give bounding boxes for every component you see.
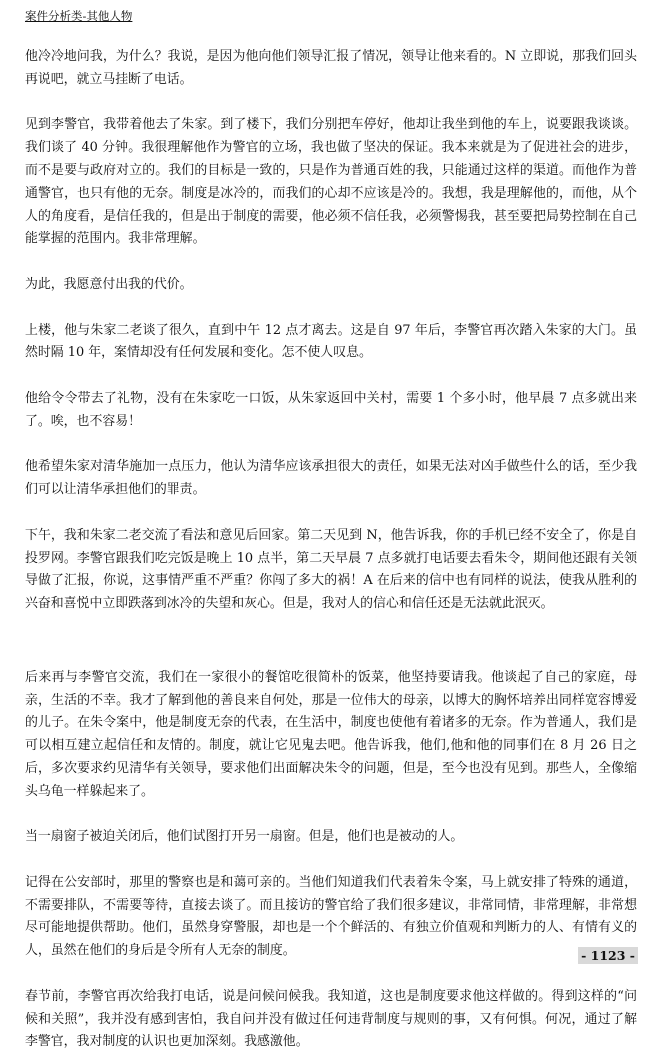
paragraph-10: 记得在公安部时，那里的警察也是和蔼可亲的。当他们知道我们代表着朱令案，马上就安排了特殊的通道，不需要排队，不需要等待，直接去谈了。而且接访的警官给了我们很多建议，非常同情，非常理解，非常想尽可能地提供帮助。他们，虽然身穿警服，却也是一个个鲜活的、有独立价值观和判断力的人、有情有义的人，虽然在他们的身后是令所有人无奈的制度。 (25, 874, 637, 959)
paragraph-8: 后来再与李警官交流，我们在一家很小的餐馆吃很简朴的饭菜，他坚持要请我。他谈起了自己的家庭，母亲，生活的不幸。我才了解到他的善良来自何处，那是一位伟大的母亲，以博大的胸怀培养出同样宽容博爱的儿子。在朱令案中，他是制度无奈的代表，在生活中，制度也使他有着诸多的无奈。作为普通人，我们是可以相互建立起信任和友情的。制度，就让它见鬼去吧。他告诉我，他们,他和他的同事们在 8 月 26 日之后，多次要求约见清华有关领导，要求他们出面解决朱令的问题，但是，至今也没有见到。那些人，全像缩头乌龟一样躲起来了。 (25, 669, 637, 799)
paragraph-spacer (25, 616, 637, 644)
paragraph-spacer (25, 644, 637, 667)
paragraph-spacer (25, 251, 637, 274)
paragraph-9: 当一扇窗子被迫关闭后，他们试图打开另一扇窗。但是，他们也是被动的人。 (25, 829, 464, 845)
paragraph-5: 他给令令带去了礼物，没有在朱家吃一口饭，从朱家返回中关村，需要 1 个多小时，他早晨 7 点多就出来了。唉，也不容易！ (25, 390, 637, 429)
paragraph-spacer (25, 804, 637, 827)
paragraph-spacer (25, 297, 637, 320)
paragraph-11: 春节前，李警官再次给我打电话，说是问候问候我。我知道，这也是制度要求他这样做的。得到这样的“问候和关照”，我并没有感到害怕，我自问并没有做过任何违背制度与规则的事，又有何惧。何况，通过了解李警官，我对制度的认识也更加深刻。我感激他。 (25, 988, 637, 1050)
paragraph-spacer (25, 365, 637, 388)
paragraph-7: 下午，我和朱家二老交流了看法和意见后回家。第二天见到 N，他告诉我，你的手机已经不安全了，你是自投罗网。李警官跟我们吃完饭是晚上 10 点半，第二天早晨 7 点多就打电话要去看朱令，期间他还跟有关领导做了汇报，你说，这事情严重不严重？你闯了多大的祸！A 在后来的信中也有同样的说法，使我从胜利的兴奋和喜悦中立即跌落到冰冷的失望和灰心。但是，我对人的信心和信任还是无法就此泯灭。 (25, 527, 637, 612)
paragraph-4: 上楼，他与朱家二老谈了很久，直到中午 12 点才离去。这是自 97 年后，李警官再次踏入朱家的大门。虽然时隔 10 年，案情却没有任何发展和变化。怎不使人叹息。 (25, 322, 637, 361)
paragraph-6: 他希望朱家对清华施加一点压力，他认为清华应该承担很大的责任，如果无法对凶手做些什么的话，至少我们可以让清华承担他们的罪责。 (25, 459, 637, 498)
paragraph-3: 为此，我愿意付出我的代价。 (25, 276, 193, 292)
paragraph-spacer (25, 502, 637, 525)
paragraph-spacer (25, 963, 637, 986)
page-number: - 1123 - (578, 947, 638, 964)
paragraph-spacer (25, 92, 637, 115)
paragraph-spacer (25, 434, 637, 457)
document-body (25, 46, 637, 1054)
paragraph-1: 他冷冷地问我，为什么？我说，是因为他向他们领导汇报了情况，领导让他来看的。N 立即说，那我们回头再说吧，就立马挂断了电话。 (25, 49, 637, 87)
paragraph-spacer (25, 849, 637, 872)
paragraph-2: 见到李警官，我带着他去了朱家。到了楼下，我们分别把车停好，他却让我坐到他的车上，说要跟我谈谈。我们谈了 40 分钟。我很理解他作为警官的立场，我也做了坚决的保证。我本来就是为了促进社会的进步，而不是要与政府对立的。我们的目标是一致的，只是作为普通百姓的我，只能通过这样的渠道。而他作为普通警官，也只有他的无奈。制度是冰冷的，而我们的心却不应该是冷的。我想，我是理解他的，而他，从个人的角度看，是信任我的，但是出于制度的需要，他必须不信任我，必须警惕我，甚至要把局势控制在自己能掌握的范围内。我非常理解。 (25, 117, 637, 247)
section-header: 案件分析类-其他人物 (25, 9, 133, 23)
